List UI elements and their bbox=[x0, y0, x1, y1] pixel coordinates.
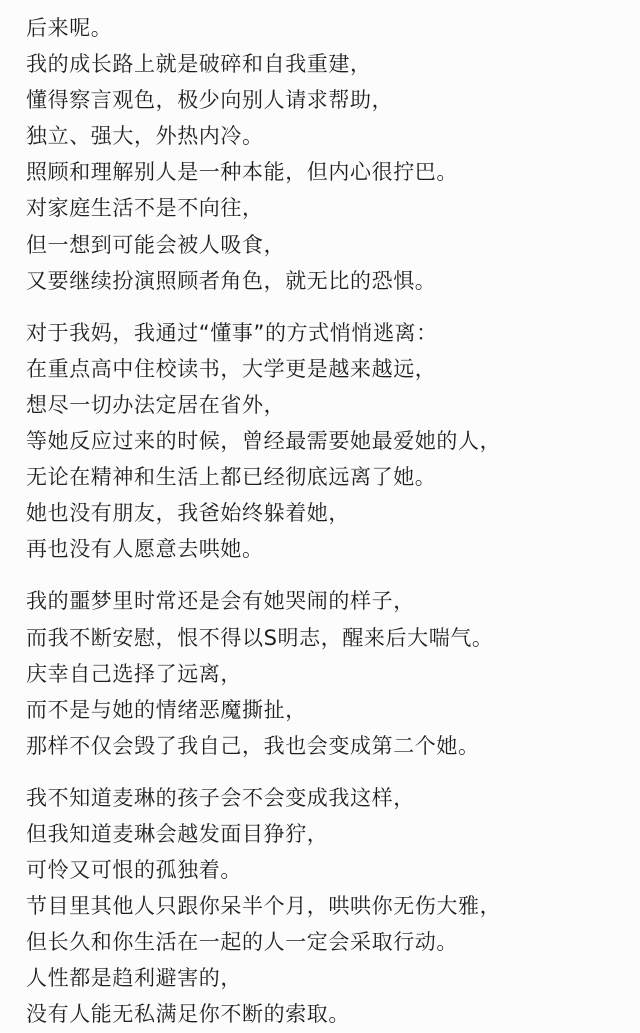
text-line: 节目里其他人只跟你呆半个月，哄哄你无伤大雅， bbox=[26, 894, 502, 919]
paragraph-1 bbox=[26, 10, 626, 299]
text-line: 那样不仅会毁了我自己，我也会变成第二个她。 bbox=[26, 733, 480, 758]
paragraph-gap bbox=[26, 567, 626, 583]
text-line: 在重点高中住校读书，大学更是越来越远， bbox=[26, 356, 437, 381]
paragraph-gap bbox=[26, 299, 626, 315]
text-line: 但长久和你生活在一起的人一定会采取行动。 bbox=[26, 930, 458, 955]
paragraph-2 bbox=[26, 315, 626, 568]
text-line: 但我知道麦琳会越发面目狰狞， bbox=[26, 821, 329, 846]
text-line: 她也没有朋友，我爸始终躲着她， bbox=[26, 501, 350, 526]
text-line: 独立、强大，外热内冷。 bbox=[26, 124, 264, 149]
text-line: 对家庭生活不是不向往， bbox=[26, 196, 264, 221]
text-line: 无论在精神和生活上都已经彻底远离了她。 bbox=[26, 465, 437, 490]
paragraph-gap bbox=[26, 764, 626, 780]
text-line: 没有人能无私满足你不断的索取。 bbox=[26, 1002, 350, 1027]
article-text bbox=[26, 10, 626, 1033]
text-line: 但一想到可能会被人吸食， bbox=[26, 232, 286, 257]
text-line: 我的噩梦里时常还是会有她哭闹的样子， bbox=[26, 589, 415, 614]
text-line: 懂得察言观色，极少向别人请求帮助， bbox=[26, 88, 394, 113]
text-line: 想尽一切办法定居在省外， bbox=[26, 392, 286, 417]
text-line: 后来呢。 bbox=[26, 16, 113, 40]
text-line: 庆幸自己选择了远离， bbox=[26, 661, 242, 686]
text-line: 再也没有人愿意去哄她。 bbox=[26, 537, 264, 562]
text-line: 人性都是趋利避害的， bbox=[26, 966, 242, 991]
text-line: 照顾和理解别人是一种本能，但内心很拧巴。 bbox=[26, 160, 458, 185]
text-line: 可怜又可恨的孤独着。 bbox=[26, 858, 242, 883]
paragraph-4 bbox=[26, 780, 626, 1033]
text-line: 又要继续扮演照顾者角色，就无比的恐惧。 bbox=[26, 268, 437, 293]
text-line: 等她反应过来的时候，曾经最需要她最爱她的人， bbox=[26, 429, 502, 454]
text-line: 而我不断安慰，恨不得以S明志，醒来后大喘气。 bbox=[26, 625, 494, 650]
paragraph-3 bbox=[26, 583, 626, 763]
text-line: 而不是与她的情绪恶魔撕扯， bbox=[26, 697, 307, 722]
text-line: 对于我妈，我通过“懂事”的方式悄悄逃离： bbox=[26, 320, 438, 345]
text-line: 我的成长路上就是破碎和自我重建， bbox=[26, 52, 372, 77]
text-line: 我不知道麦琳的孩子会不会变成我这样， bbox=[26, 785, 415, 810]
